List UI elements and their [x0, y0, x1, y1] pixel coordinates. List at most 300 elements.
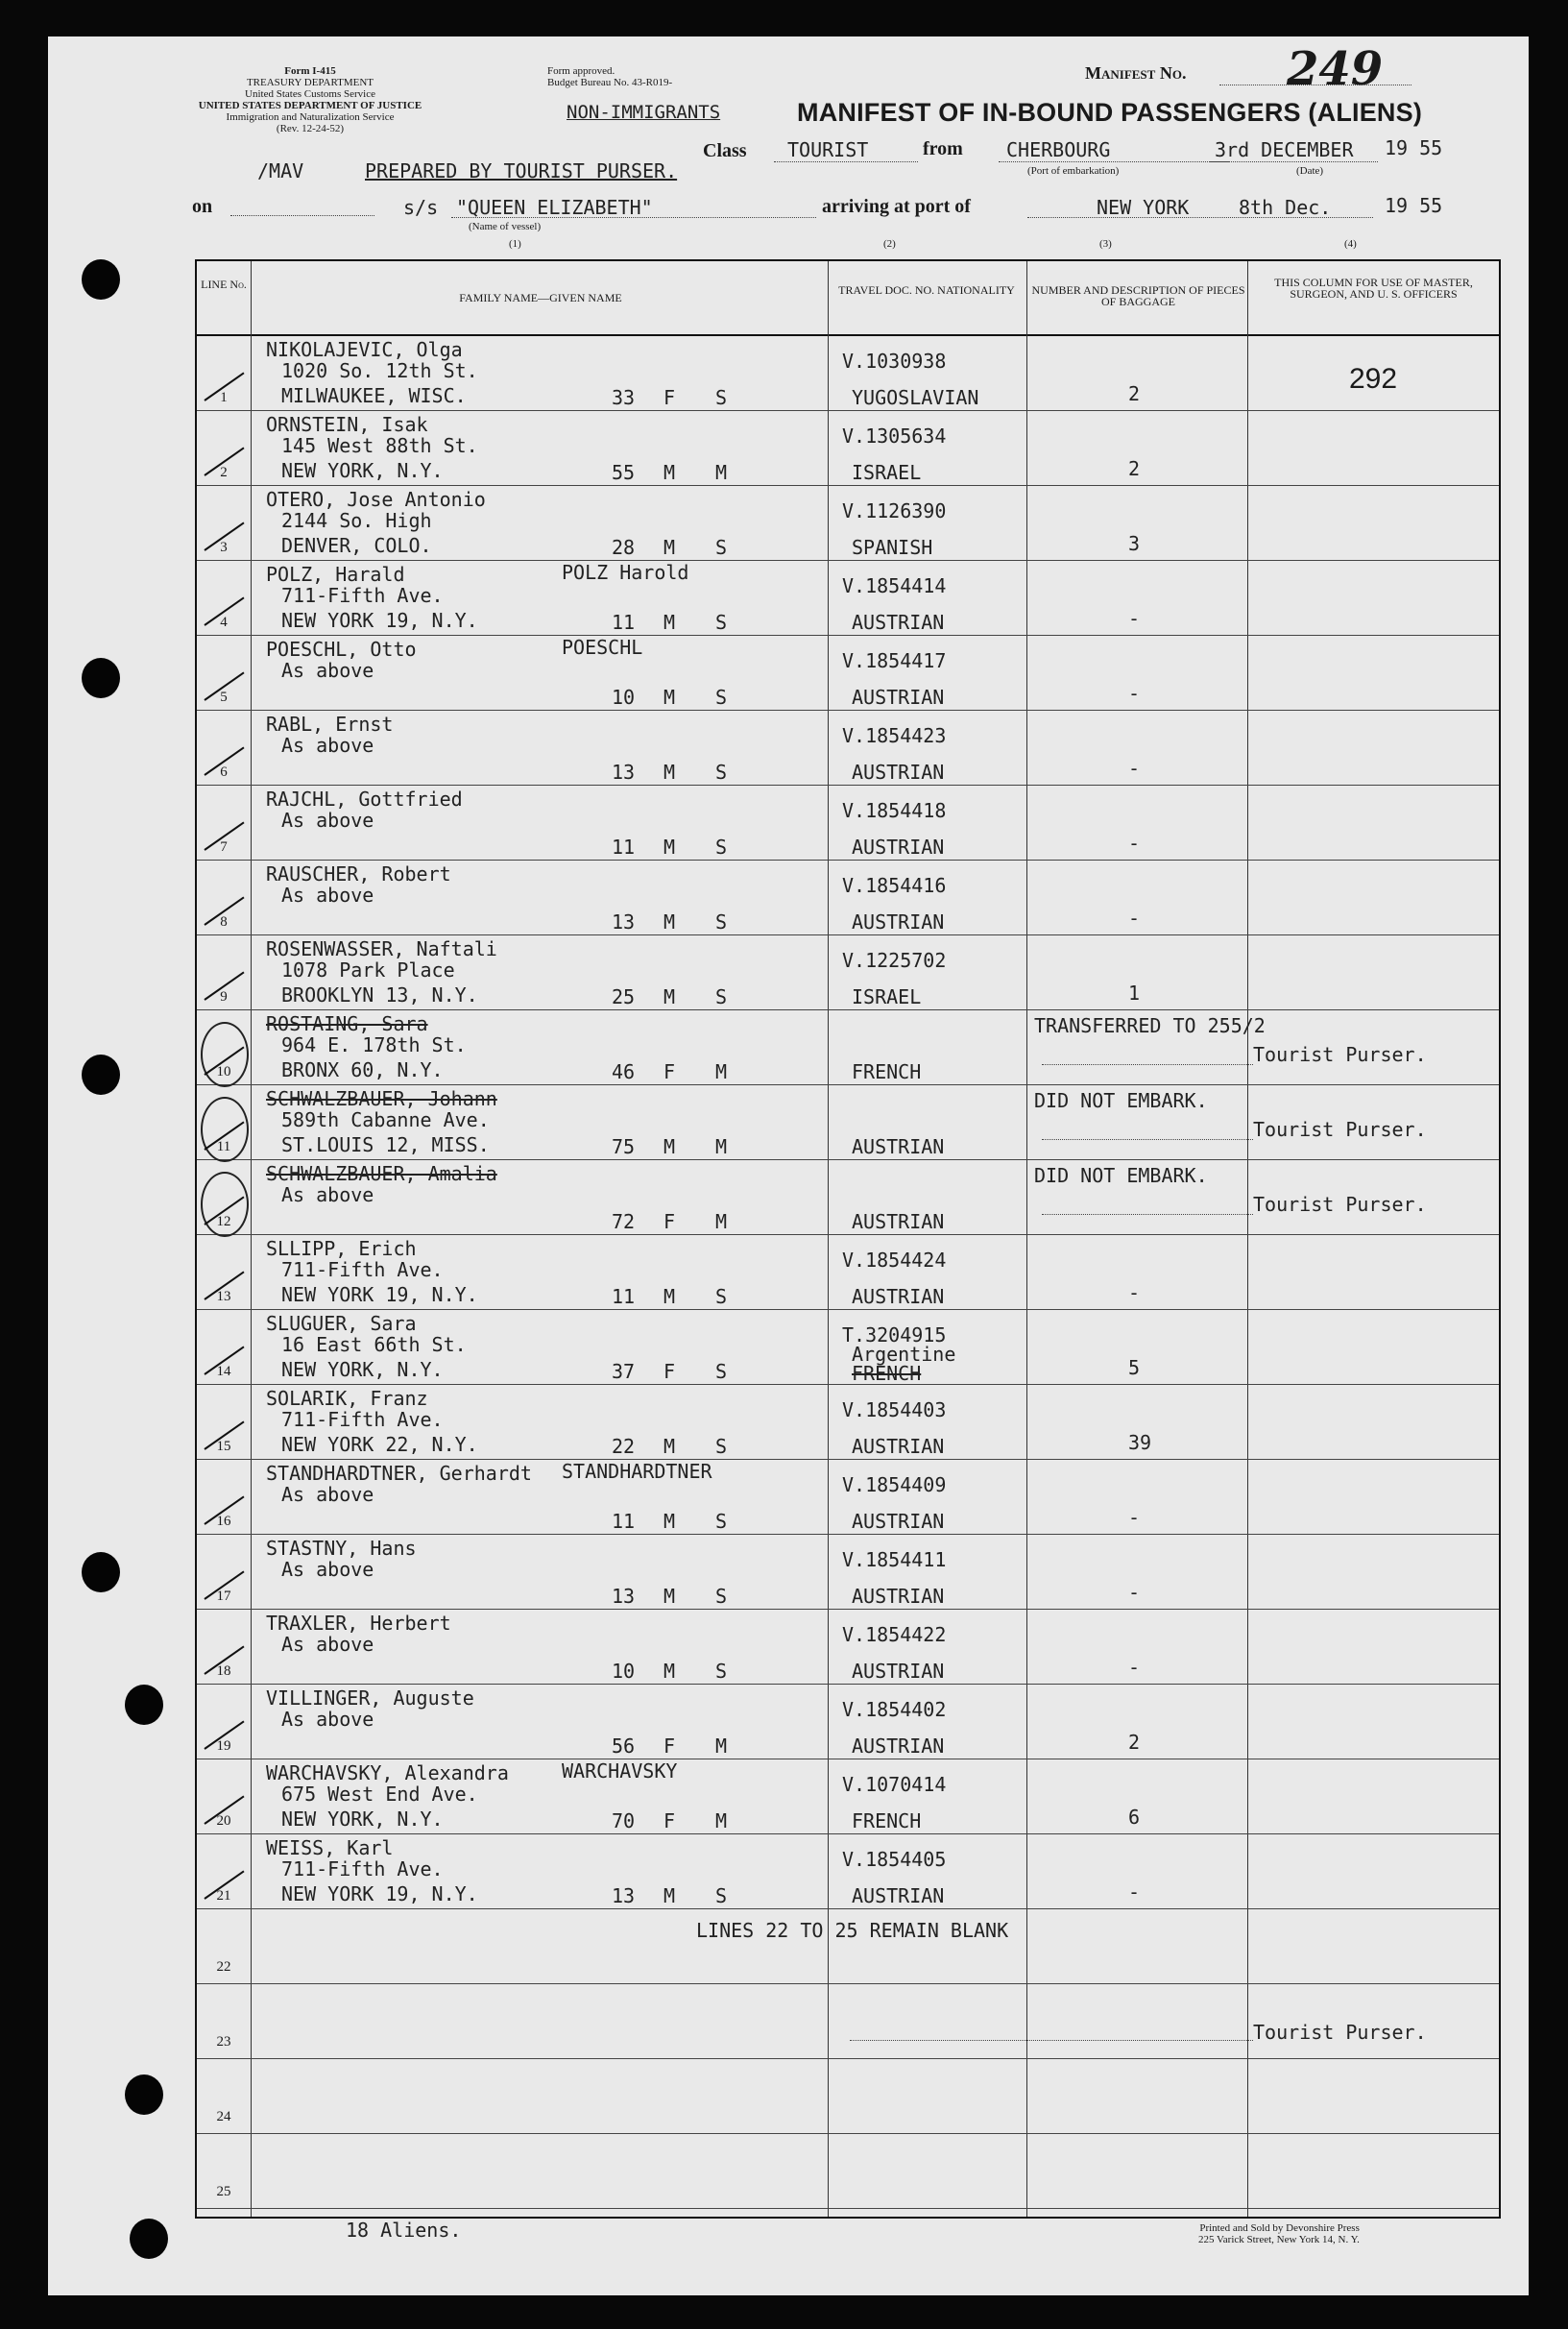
sex: M: [663, 461, 676, 484]
baggage-count: 1: [1128, 982, 1141, 1005]
nationality: AUSTRIAN: [852, 611, 945, 634]
binder-hole: [125, 2074, 163, 2115]
nationality: AUSTRIAN: [852, 1285, 945, 1308]
baggage-count: -: [1128, 907, 1141, 930]
printer-line-1: Printed and Sold by Devonshire Press: [1199, 2222, 1360, 2234]
vessel-line: [451, 217, 816, 218]
manifest-table: [195, 259, 1501, 2219]
address-line-2: MILWAUKEE, WISC.: [281, 384, 467, 407]
baggage-count: 2: [1128, 382, 1141, 405]
table-row: [197, 1834, 1499, 1909]
sex: M: [663, 1435, 676, 1458]
baggage-count: 3: [1128, 532, 1141, 555]
table-row: [197, 1685, 1499, 1759]
date-caption: (Date): [1296, 165, 1324, 177]
address-line-1: 145 West 88th St.: [281, 434, 478, 457]
address-line-1: As above: [281, 884, 374, 907]
struck-nationality: FRENCH: [852, 1362, 922, 1385]
address-line-2: NEW YORK, N.Y.: [281, 1807, 444, 1831]
address-line-1: As above: [281, 734, 374, 757]
travel-doc-no: V.1126390: [842, 499, 947, 522]
table-row: [197, 711, 1499, 786]
table-row: [197, 1984, 1499, 2059]
nationality: AUSTRIAN: [852, 836, 945, 859]
age: 46: [612, 1060, 636, 1083]
header-officers: THIS COLUMN FOR USE OF MASTER, SURGEON, AND U. S. OFFICERS: [1274, 276, 1473, 301]
address-line-2: NEW YORK 19, N.Y.: [281, 1283, 478, 1306]
baggage-count: -: [1128, 607, 1141, 630]
alien-count: 18 Aliens.: [346, 2219, 462, 2242]
on-label: on: [192, 196, 213, 217]
line-number: 10: [216, 1064, 231, 1080]
table-row: [197, 1010, 1499, 1085]
address-line-1: As above: [281, 809, 374, 832]
marital-status: S: [715, 611, 728, 634]
marital-status: S: [715, 1360, 728, 1383]
prepared-by: PREPARED BY TOURIST PURSER.: [365, 159, 678, 182]
status-note: DID NOT EMBARK.: [1034, 1164, 1208, 1187]
nationality: AUSTRIAN: [852, 1210, 945, 1233]
line-number: 3: [220, 540, 228, 555]
nationality: AUSTRIAN: [852, 1735, 945, 1758]
table-row: [197, 1610, 1499, 1685]
line-number: 21: [216, 1888, 231, 1904]
travel-doc-no: V.1854422: [842, 1623, 947, 1646]
marital-status: S: [715, 985, 728, 1008]
age: 11: [612, 836, 636, 859]
binder-hole: [82, 658, 120, 698]
age: 22: [612, 1435, 636, 1458]
sex: M: [663, 1285, 676, 1308]
travel-doc-no: V.1854411: [842, 1548, 947, 1571]
address-line-2: DENVER, COLO.: [281, 534, 432, 557]
marital-status: S: [715, 1585, 728, 1608]
marital-status: S: [715, 1285, 728, 1308]
arrival-line: [1027, 217, 1373, 218]
travel-doc-no: V.1305634: [842, 425, 947, 448]
age: 28: [612, 536, 636, 559]
passenger-name: SCHWALZBAUER, Amalia: [266, 1162, 497, 1185]
line-number: 15: [216, 1439, 231, 1454]
address-line-2: BROOKLYN 13, N.Y.: [281, 983, 478, 1007]
marital-status: S: [715, 686, 728, 709]
form-approved: Form approved.: [547, 65, 615, 77]
marital-status: S: [715, 536, 728, 559]
nationality: ISRAEL: [852, 985, 922, 1008]
table-row: [197, 411, 1499, 486]
travel-doc-no: V.1854418: [842, 799, 947, 822]
treasury-dept: TREASURY DEPARTMENT: [246, 77, 374, 88]
marital-status: M: [715, 1735, 728, 1758]
age: 13: [612, 1585, 636, 1608]
marital-status: S: [715, 836, 728, 859]
binder-hole: [82, 1552, 120, 1592]
budget-bureau: Budget Bureau No. 43-R019-: [547, 77, 673, 88]
nationality: FRENCH: [852, 1809, 922, 1832]
nationality: AUSTRIAN: [852, 686, 945, 709]
table-row: [197, 561, 1499, 636]
age: 11: [612, 1510, 636, 1533]
passenger-name: NIKOLAJEVIC, Olga: [266, 338, 463, 361]
sex: M: [663, 836, 676, 859]
corrected-name: POLZ Harold: [562, 561, 689, 584]
binder-hole: [82, 259, 120, 300]
purser-title: Tourist Purser.: [1253, 1118, 1427, 1141]
baggage-count: -: [1128, 832, 1141, 855]
marital-status: S: [715, 910, 728, 934]
nationality: Argentine: [852, 1343, 956, 1366]
printer-info: [1198, 2222, 1360, 2245]
signature-line: [1042, 1214, 1253, 1215]
age: 11: [612, 611, 636, 634]
manifest-page: [48, 36, 1529, 2295]
signature-line: [850, 2040, 1253, 2041]
baggage-count: -: [1128, 1506, 1141, 1529]
table-row: [197, 1235, 1499, 1310]
line-number: 9: [220, 989, 228, 1005]
age: 13: [612, 910, 636, 934]
marital-status: S: [715, 1884, 728, 1907]
binder-hole: [125, 1685, 163, 1725]
table-row: [197, 1460, 1499, 1535]
age: 56: [612, 1735, 636, 1758]
line-number: 17: [216, 1589, 231, 1604]
baggage-count: -: [1128, 1656, 1141, 1679]
passenger-name: POESCHL, Otto: [266, 638, 417, 661]
class-label: Class: [703, 140, 747, 161]
from-line: [999, 161, 1229, 162]
table-row: [197, 1310, 1499, 1385]
line-circle: [201, 1097, 249, 1162]
marital-status: S: [715, 1660, 728, 1683]
travel-doc-no: V.1030938: [842, 350, 947, 373]
sailing-date: 3rd DECEMBER: [1215, 138, 1354, 161]
purser-title: Tourist Purser.: [1253, 1043, 1427, 1066]
table-row: [197, 1535, 1499, 1610]
sex: M: [663, 1135, 676, 1158]
sex: F: [663, 1360, 676, 1383]
sex: M: [663, 1585, 676, 1608]
baggage-count: 6: [1128, 1806, 1141, 1829]
passenger-name: WEISS, Karl: [266, 1836, 394, 1859]
line-number: 23: [216, 2034, 231, 2050]
on-line: [230, 215, 374, 216]
table-row: [197, 935, 1499, 1010]
travel-doc-no: V.1854414: [842, 574, 947, 597]
line-number: 25: [216, 2184, 231, 2199]
manifest-title: MANIFEST OF IN-BOUND PASSENGERS (ALIENS): [797, 98, 1423, 127]
line-number: 1: [220, 390, 228, 405]
nationality: AUSTRIAN: [852, 1510, 945, 1533]
travel-doc-no: V.1854405: [842, 1848, 947, 1871]
address-line-2: NEW YORK 19, N.Y.: [281, 1882, 478, 1905]
signature-line: [1042, 1064, 1253, 1065]
travel-doc-no: T.3204915: [842, 1323, 947, 1346]
class-line: [774, 161, 918, 162]
address-line-2: NEW YORK, N.Y.: [281, 459, 444, 482]
table-row: [197, 2134, 1499, 2209]
table-row: [197, 486, 1499, 561]
table-row: [197, 336, 1499, 411]
table-row: [197, 2059, 1499, 2134]
nationality: AUSTRIAN: [852, 1435, 945, 1458]
form-agency-block: [190, 65, 430, 134]
corrected-name: WARCHAVSKY: [562, 1759, 678, 1783]
address-line-2: NEW YORK 19, N.Y.: [281, 609, 478, 632]
age: 75: [612, 1135, 636, 1158]
passenger-name: RABL, Ernst: [266, 713, 394, 736]
passenger-name: STANDHARDTNER, Gerhardt: [266, 1462, 532, 1485]
address-line-1: As above: [281, 1633, 374, 1656]
line-number: 13: [216, 1289, 231, 1304]
arrival-port: NEW YORK: [1097, 196, 1190, 219]
baggage-count: -: [1128, 1581, 1141, 1604]
ins-service: Immigration and Naturalization Service: [226, 111, 395, 123]
passenger-name: POLZ, Harald: [266, 563, 405, 586]
address-line-1: 675 West End Ave.: [281, 1783, 478, 1806]
age: 10: [612, 686, 636, 709]
line-number: 2: [220, 465, 228, 480]
nationality: AUSTRIAN: [852, 761, 945, 784]
age: 33: [612, 386, 636, 409]
sex: M: [663, 985, 676, 1008]
binder-hole: [130, 2219, 168, 2259]
line-number: 12: [216, 1214, 231, 1229]
sex: M: [663, 910, 676, 934]
header-line-no: LINE No.: [201, 278, 247, 291]
passenger-name: SLUGUER, Sara: [266, 1312, 417, 1335]
marital-status: M: [715, 1060, 728, 1083]
address-line-1: 711-Fifth Ave.: [281, 1857, 444, 1880]
passenger-name: RAUSCHER, Robert: [266, 862, 451, 886]
sex: F: [663, 1060, 676, 1083]
marital-status: M: [715, 1210, 728, 1233]
sex: M: [663, 611, 676, 634]
corrected-name: POESCHL: [562, 636, 643, 659]
line-number: 8: [220, 914, 228, 930]
nationality: AUSTRIAN: [852, 910, 945, 934]
line-number: 24: [216, 2109, 231, 2124]
nationality: YUGOSLAVIAN: [852, 386, 979, 409]
sex: M: [663, 761, 676, 784]
line-number: 20: [216, 1813, 231, 1829]
table-row: [197, 1160, 1499, 1235]
printer-line-2: 225 Varick Street, New York 14, N. Y.: [1198, 2234, 1360, 2245]
from-label: from: [923, 138, 963, 159]
address-line-2: NEW YORK 22, N.Y.: [281, 1433, 478, 1456]
nationality: FRENCH: [852, 1060, 922, 1083]
manifest-number: 249: [1287, 42, 1384, 96]
line-circle: [201, 1172, 249, 1237]
address-line-1: As above: [281, 1558, 374, 1581]
marital-status: S: [715, 1510, 728, 1533]
port-caption: (Port of embarkation): [1027, 165, 1120, 177]
line-number: 7: [220, 839, 228, 855]
signature-line: [1042, 1139, 1253, 1140]
prefix: /MAV: [257, 159, 304, 182]
passenger-name: ORNSTEIN, Isak: [266, 413, 428, 436]
sex: M: [663, 1884, 676, 1907]
passenger-name: RAJCHL, Gottfried: [266, 788, 463, 811]
marital-status: S: [715, 386, 728, 409]
baggage-count: 2: [1128, 1731, 1141, 1754]
sex: F: [663, 1809, 676, 1832]
marital-status: S: [715, 761, 728, 784]
header-travel-doc: TRAVEL DOC. NO. NATIONALITY: [838, 283, 1015, 297]
sex: M: [663, 1510, 676, 1533]
nationality: AUSTRIAN: [852, 1585, 945, 1608]
address-line-1: 1020 So. 12th St.: [281, 359, 478, 382]
address-line-1: 2144 So. High: [281, 509, 432, 532]
col1-num: (1): [509, 238, 521, 250]
status-note: TRANSFERRED TO 255/2: [1034, 1014, 1266, 1037]
col4-num: (4): [1344, 238, 1357, 250]
address-line-1: As above: [281, 659, 374, 682]
table-row: [197, 1909, 1499, 1984]
travel-doc-no: V.1854403: [842, 1398, 947, 1421]
passenger-name: WARCHAVSKY, Alexandra: [266, 1761, 509, 1784]
line-number: 14: [216, 1364, 231, 1379]
line-number: 6: [220, 764, 228, 780]
approval-block: [547, 65, 672, 88]
col2-num: (2): [883, 238, 896, 250]
blank-lines-note: LINES 22 TO 25 REMAIN BLANK: [696, 1919, 1009, 1942]
line-number: 5: [220, 690, 228, 705]
nationality: AUSTRIAN: [852, 1660, 945, 1683]
line-number: 19: [216, 1738, 231, 1754]
purser-title: Tourist Purser.: [1253, 1193, 1427, 1216]
age: 13: [612, 1884, 636, 1907]
line-circle: [201, 1022, 249, 1087]
travel-doc-no: V.1854409: [842, 1473, 947, 1496]
age: 37: [612, 1360, 636, 1383]
class-value: TOURIST: [787, 138, 869, 161]
sex: M: [663, 536, 676, 559]
table-row: [197, 861, 1499, 935]
address-line-2: NEW YORK, N.Y.: [281, 1358, 444, 1381]
from-value: CHERBOURG: [1006, 138, 1111, 161]
table-row: [197, 636, 1499, 711]
address-line-1: As above: [281, 1483, 374, 1506]
age: 72: [612, 1210, 636, 1233]
table-row: [197, 1385, 1499, 1460]
baggage-count: 39: [1128, 1431, 1152, 1454]
marital-status: S: [715, 1435, 728, 1458]
address-line-2: BRONX 60, N.Y.: [281, 1058, 444, 1081]
sex: M: [663, 686, 676, 709]
vessel-name: "QUEEN ELIZABETH": [456, 196, 653, 219]
address-line-1: 589th Cabanne Ave.: [281, 1108, 490, 1131]
age: 13: [612, 761, 636, 784]
address-line-1: 16 East 66th St.: [281, 1333, 467, 1356]
travel-doc-no: V.1854424: [842, 1249, 947, 1272]
travel-doc-no: V.1854423: [842, 724, 947, 747]
address-line-1: As above: [281, 1708, 374, 1731]
address-line-1: 711-Fifth Ave.: [281, 584, 444, 607]
sex: M: [663, 1660, 676, 1683]
line-number: 22: [216, 1959, 231, 1975]
customs-service: United States Customs Service: [245, 88, 375, 100]
sex: F: [663, 1735, 676, 1758]
officer-mark: 292: [1349, 363, 1398, 395]
nationality: AUSTRIAN: [852, 1884, 945, 1907]
line-number: 16: [216, 1514, 231, 1529]
arrival-year: 19 55: [1385, 194, 1443, 217]
marital-status: M: [715, 1809, 728, 1832]
nationality: ISRAEL: [852, 461, 922, 484]
nationality: AUSTRIAN: [852, 1135, 945, 1158]
passenger-name: OTERO, Jose Antonio: [266, 488, 486, 511]
vessel-caption: (Name of vessel): [469, 221, 542, 232]
age: 10: [612, 1660, 636, 1683]
marital-status: M: [715, 461, 728, 484]
category: NON-IMMIGRANTS: [567, 102, 721, 123]
baggage-count: 2: [1128, 457, 1141, 480]
justice-dept: UNITED STATES DEPARTMENT OF JUSTICE: [198, 100, 422, 111]
status-note: DID NOT EMBARK.: [1034, 1089, 1208, 1112]
baggage-count: -: [1128, 757, 1141, 780]
form-number: Form I-415: [284, 65, 336, 77]
table-row: [197, 786, 1499, 861]
nationality: SPANISH: [852, 536, 933, 559]
address-line-1: 1078 Park Place: [281, 958, 455, 982]
table-row: [197, 1759, 1499, 1834]
address-line-1: As above: [281, 1183, 374, 1206]
age: 70: [612, 1809, 636, 1832]
header-name: FAMILY NAME—GIVEN NAME: [459, 291, 622, 304]
travel-doc-no: V.1854416: [842, 874, 947, 897]
baggage-count: -: [1128, 1281, 1141, 1304]
baggage-count: -: [1128, 1880, 1141, 1904]
marital-status: M: [715, 1135, 728, 1158]
passenger-name: VILLINGER, Auguste: [266, 1686, 474, 1710]
passenger-name: STASTNY, Hans: [266, 1537, 417, 1560]
age: 11: [612, 1285, 636, 1308]
travel-doc-no: V.1854402: [842, 1698, 947, 1721]
passenger-name: TRAXLER, Herbert: [266, 1612, 451, 1635]
arrival-date: 8th Dec.: [1239, 196, 1332, 219]
date-line: [1210, 161, 1378, 162]
line-number: 4: [220, 615, 228, 630]
table-header: [197, 261, 1499, 336]
baggage-count: -: [1128, 682, 1141, 705]
address-line-2: ST.LOUIS 12, MISS.: [281, 1133, 490, 1156]
passenger-name: ROSENWASSER, Naftali: [266, 937, 497, 960]
travel-doc-no: V.1070414: [842, 1773, 947, 1796]
corrected-name: STANDHARDTNER: [562, 1460, 712, 1483]
ss-label: s/s: [403, 196, 439, 219]
line-number: 11: [216, 1139, 231, 1154]
line-number: 18: [216, 1663, 231, 1679]
sex: F: [663, 1210, 676, 1233]
passenger-name: ROSTAING, Sara: [266, 1012, 428, 1035]
passenger-name: SCHWALZBAUER, Johann: [266, 1087, 497, 1110]
address-line-1: 964 E. 178th St.: [281, 1033, 467, 1056]
col3-num: (3): [1099, 238, 1112, 250]
sailing-year: 19 55: [1385, 136, 1443, 159]
travel-doc-no: V.1225702: [842, 949, 947, 972]
address-line-1: 711-Fifth Ave.: [281, 1408, 444, 1431]
manifest-no-label: Manifest No.: [1085, 63, 1187, 83]
header-baggage: NUMBER AND DESCRIPTION OF PIECES OF BAGGAGE: [1031, 283, 1245, 308]
table-row: [197, 1085, 1499, 1160]
purser-title: Tourist Purser.: [1253, 2021, 1427, 2044]
age: 25: [612, 985, 636, 1008]
age: 55: [612, 461, 636, 484]
address-line-1: 711-Fifth Ave.: [281, 1258, 444, 1281]
binder-hole: [82, 1055, 120, 1095]
passenger-name: SLLIPP, Erich: [266, 1237, 417, 1260]
